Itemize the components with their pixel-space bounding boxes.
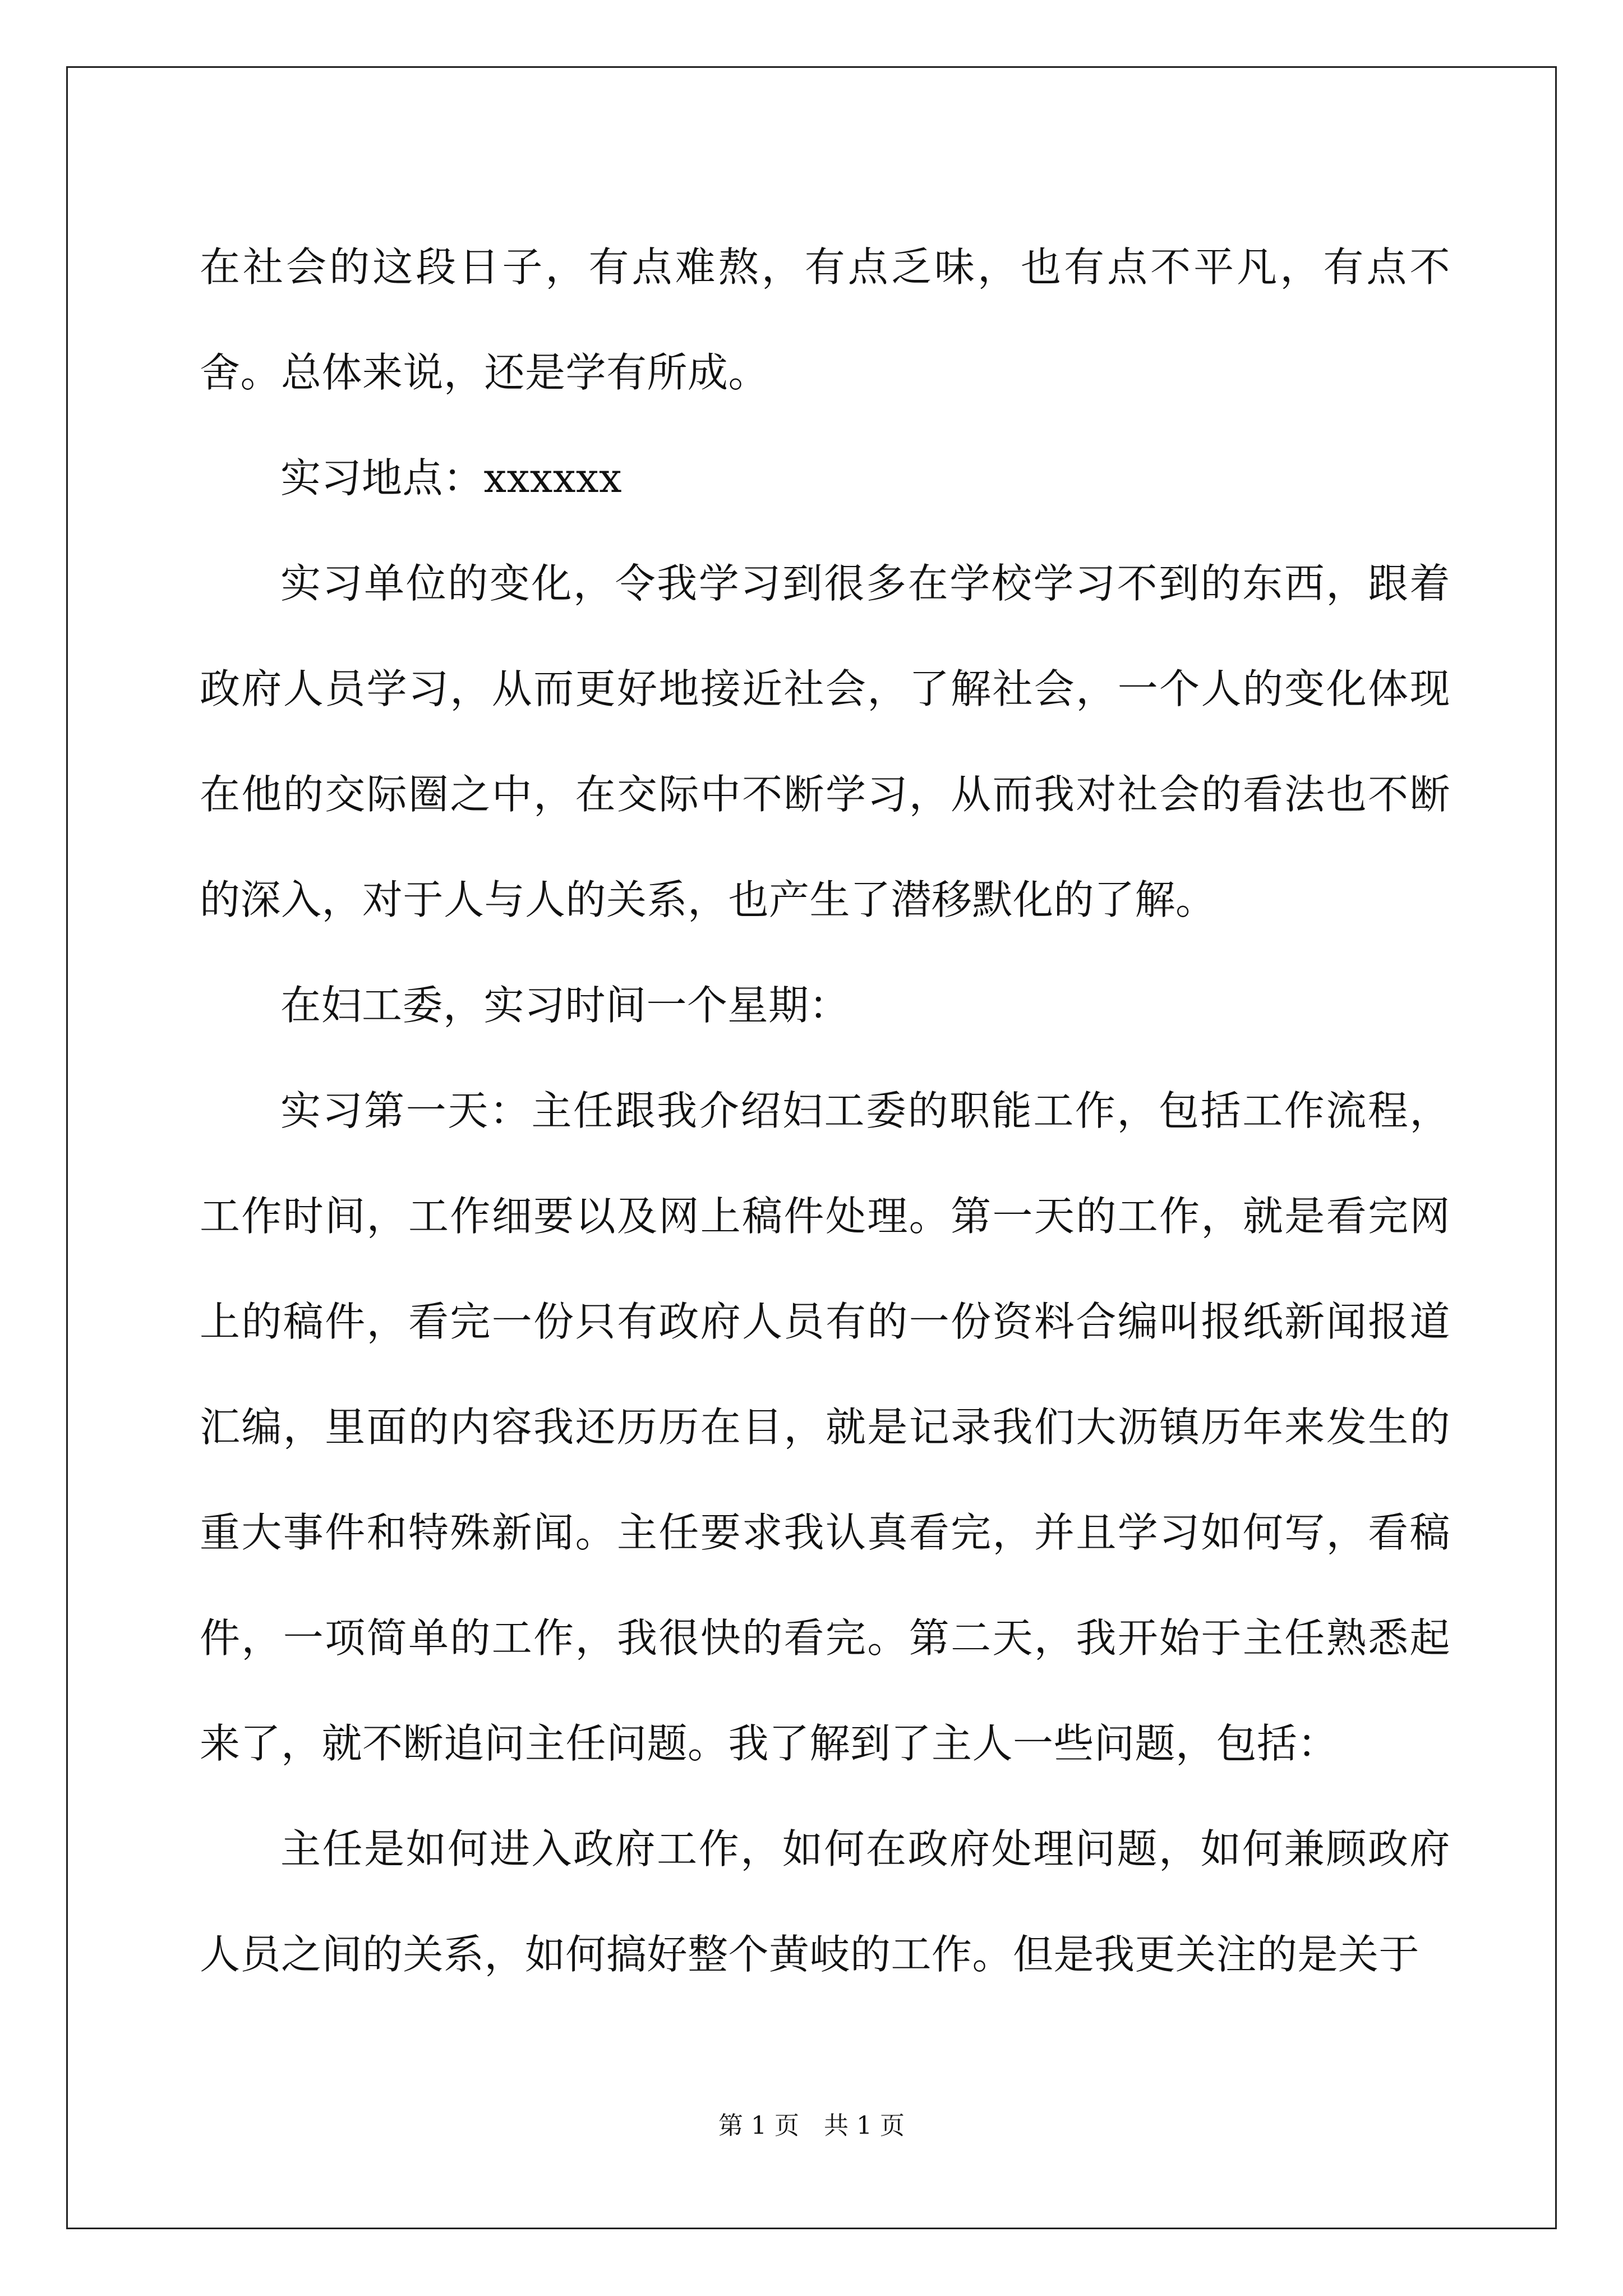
paragraph-4: 在妇工委，实习时间一个星期： [280, 982, 850, 1029]
document-body [200, 214, 1450, 2007]
page-footer [0, 2109, 1623, 2143]
paragraph-6: 主任是如何进入政府工作，如何在政府处理问题，如何兼顾政府人员之间的关系，如何搞好整个黄岐的工作。但是我更关注的是关于 [200, 1825, 1450, 1978]
page-total: 共 1 页 [824, 2111, 905, 2140]
paragraph-3: 实习单位的变化，令我学习到很多在学校学习不到的东西，跟着政府人员学习，从而更好地接近社会，了解社会，一个人的变化体现在他的交际圈之中，在交际中不断学习，从而我对社会的看法也不断的深入，对于人与人的关系，也产生了潜移默化的了解。 [200, 560, 1450, 923]
paragraph-5: 实习第一天：主任跟我介绍妇工委的职能工作，包括工作流程，工作时间，工作细要以及网上稿件处理。第一天的工作，就是看完网上的稿件，看完一份只有政府人员有的一份资料合编叫报纸新闻报道汇编，里面的内容我还历历在目，就是记录我们大沥镇历年来发生的重大事件和特殊新闻。主任要求我认真看完，并且学习如何写，看稿件，一项简单的工作，我很快的看完。第二天，我开始于主任熟悉起来了，就不断追问主任问题。我了解到了主人一些问题，包括： [200, 1087, 1450, 1767]
paragraph-1: 在社会的这段日子，有点难熬，有点乏味，也有点不平凡，有点不舍。总体来说，还是学有所成。 [200, 243, 1450, 396]
page-number: 第 1 页 [718, 2111, 799, 2140]
paragraph-2: 实习地点：xxxxxx [280, 454, 623, 501]
